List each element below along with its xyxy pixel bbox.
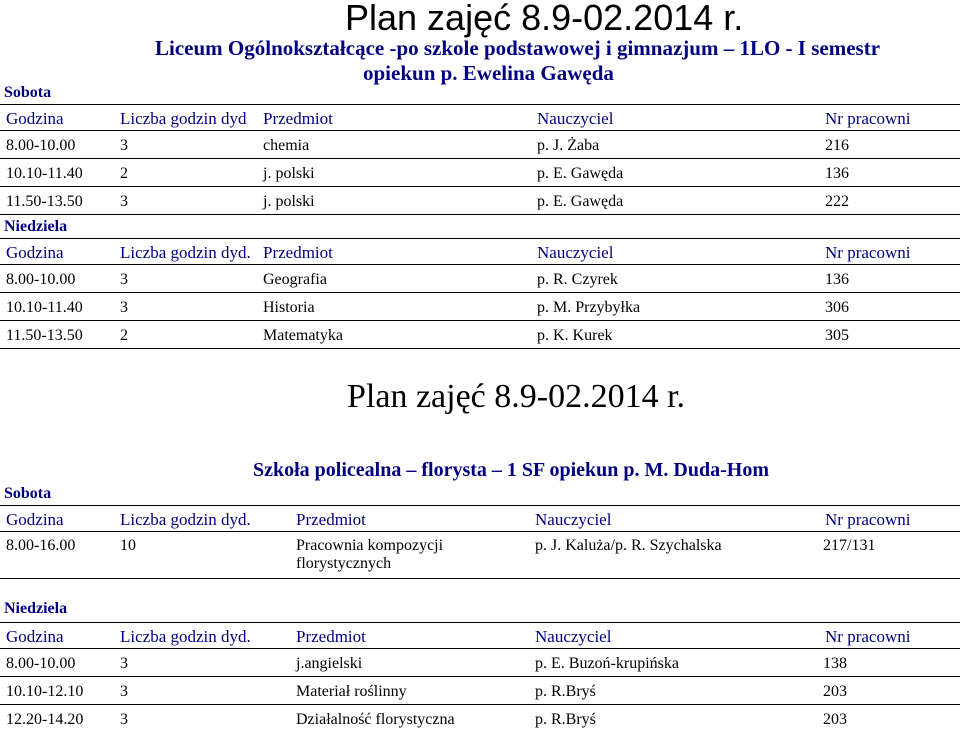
cell-teacher: p. K. Kurek [537,327,613,344]
day-heading-sunday: Niedziela [4,218,68,235]
header-hour: Godzina [6,627,64,646]
cell-subject: Materiał roślinny [296,683,407,700]
header-teacher: Nauczyciel [537,109,614,128]
header-room: Nr pracowni [825,109,911,128]
table-header-row [0,505,960,532]
cell-hour: 10.10-12.10 [6,683,84,700]
cell-room: 136 [825,165,849,182]
cell-teacher: p. R. Czyrek [537,271,618,288]
cell-room: 216 [825,137,849,154]
cell-hour: 8.00-10.00 [6,271,76,288]
cell-room: 138 [823,655,847,672]
cell-subject: Matematyka [263,327,343,344]
cell-subject: j.angielski [296,655,363,672]
cell-hours-count: 3 [120,271,128,288]
table-row [0,294,960,321]
class-description: Liceum Ogólnokształcące -po szkole podstawowej i gimnazjum – 1LO - I semestr [155,36,881,60]
cell-room: 136 [825,271,849,288]
header-hours-count: Liczba godzin dyd. [120,510,251,529]
day-heading-sunday-2: Niedziela [4,600,68,617]
cell-hours-count: 3 [120,299,128,316]
cell-hour: 8.00-10.00 [6,655,76,672]
table-row [0,706,960,733]
cell-hour: 10.10-11.40 [6,299,83,316]
cell-room: 203 [823,711,847,728]
cell-room: 306 [825,299,849,316]
header-hours-count: Liczba godzin dyd. [120,627,251,646]
cell-teacher: p. E. Buzoń-krupińska [535,655,679,672]
cell-hours-count: 2 [120,165,128,182]
cell-room: 217/131 [823,537,876,554]
page-title: Plan zajęć 8.9-02.2014 r. [345,0,744,38]
header-hour: Godzina [6,243,64,262]
header-room: Nr pracowni [825,510,911,529]
cell-subject: Historia [263,299,315,316]
header-teacher: Nauczyciel [535,510,612,529]
cell-hours-count: 3 [120,683,128,700]
cell-hours-count: 10 [120,537,136,554]
header-room: Nr pracowni [825,243,911,262]
cell-subject: Geografia [263,271,327,288]
table-row [0,188,960,215]
cell-hour: 8.00-10.00 [6,137,76,154]
class-tutor: opiekun p. Ewelina Gawęda [363,61,614,85]
cell-room: 305 [825,327,849,344]
cell-hours-count: 3 [120,655,128,672]
table-row [0,266,960,293]
cell-subject: j. polski [263,193,315,210]
cell-subject: Działalność florystyczna [296,711,455,728]
cell-hour: 10.10-11.40 [6,165,83,182]
cell-subject: j. polski [263,165,315,182]
cell-teacher: p. J. Żaba [537,137,600,154]
table-row [0,322,960,349]
header-hour: Godzina [6,510,64,529]
class-description-2: Szkoła policealna – florysta – 1 SF opiekun p. M. Duda-Hom [253,459,769,481]
cell-teacher: p. E. Gawęda [537,165,624,182]
table-header-row [0,622,960,649]
cell-teacher: p. R.Bryś [535,711,596,728]
table-row [0,132,960,159]
header-subject: Przedmiot [296,510,366,529]
cell-teacher: p. E. Gawęda [537,193,624,210]
cell-room: 203 [823,683,847,700]
cell-hour: 12.20-14.20 [6,711,84,728]
table-row [0,160,960,187]
table-row [0,650,960,677]
cell-subject: chemia [263,137,310,154]
table-header-row [0,104,960,131]
cell-hour: 11.50-13.50 [6,193,83,210]
cell-hours-count: 3 [120,711,128,728]
cell-subject: Pracownia kompozycji florystycznych [296,537,444,572]
cell-teacher: p. R.Bryś [535,683,596,700]
cell-teacher: p. M. Przybyłka [537,299,641,316]
day-heading-saturday-2: Sobota [4,485,52,502]
cell-hour: 8.00-16.00 [6,537,76,554]
page-title-2: Plan zajęć 8.9-02.2014 r. [347,378,686,415]
header-hours-count: Liczba godzin dyd. [120,243,251,262]
header-teacher: Nauczyciel [537,243,614,262]
cell-room: 222 [825,193,849,210]
table-row [0,533,960,579]
header-subject: Przedmiot [263,243,333,262]
table-row [0,678,960,705]
header-subject: Przedmiot [296,627,366,646]
cell-hour: 11.50-13.50 [6,327,83,344]
header-hours-count: Liczba godzin dyd [120,109,247,128]
table-header-row [0,238,960,265]
cell-hours-count: 3 [120,137,128,154]
cell-teacher: p. J. Kaluża/p. R. Szychalska [535,537,722,554]
header-room: Nr pracowni [825,627,911,646]
header-subject: Przedmiot [263,109,333,128]
header-teacher: Nauczyciel [535,627,612,646]
cell-hours-count: 2 [120,327,128,344]
day-heading-saturday: Sobota [4,84,52,101]
header-hour: Godzina [6,109,64,128]
cell-hours-count: 3 [120,193,128,210]
